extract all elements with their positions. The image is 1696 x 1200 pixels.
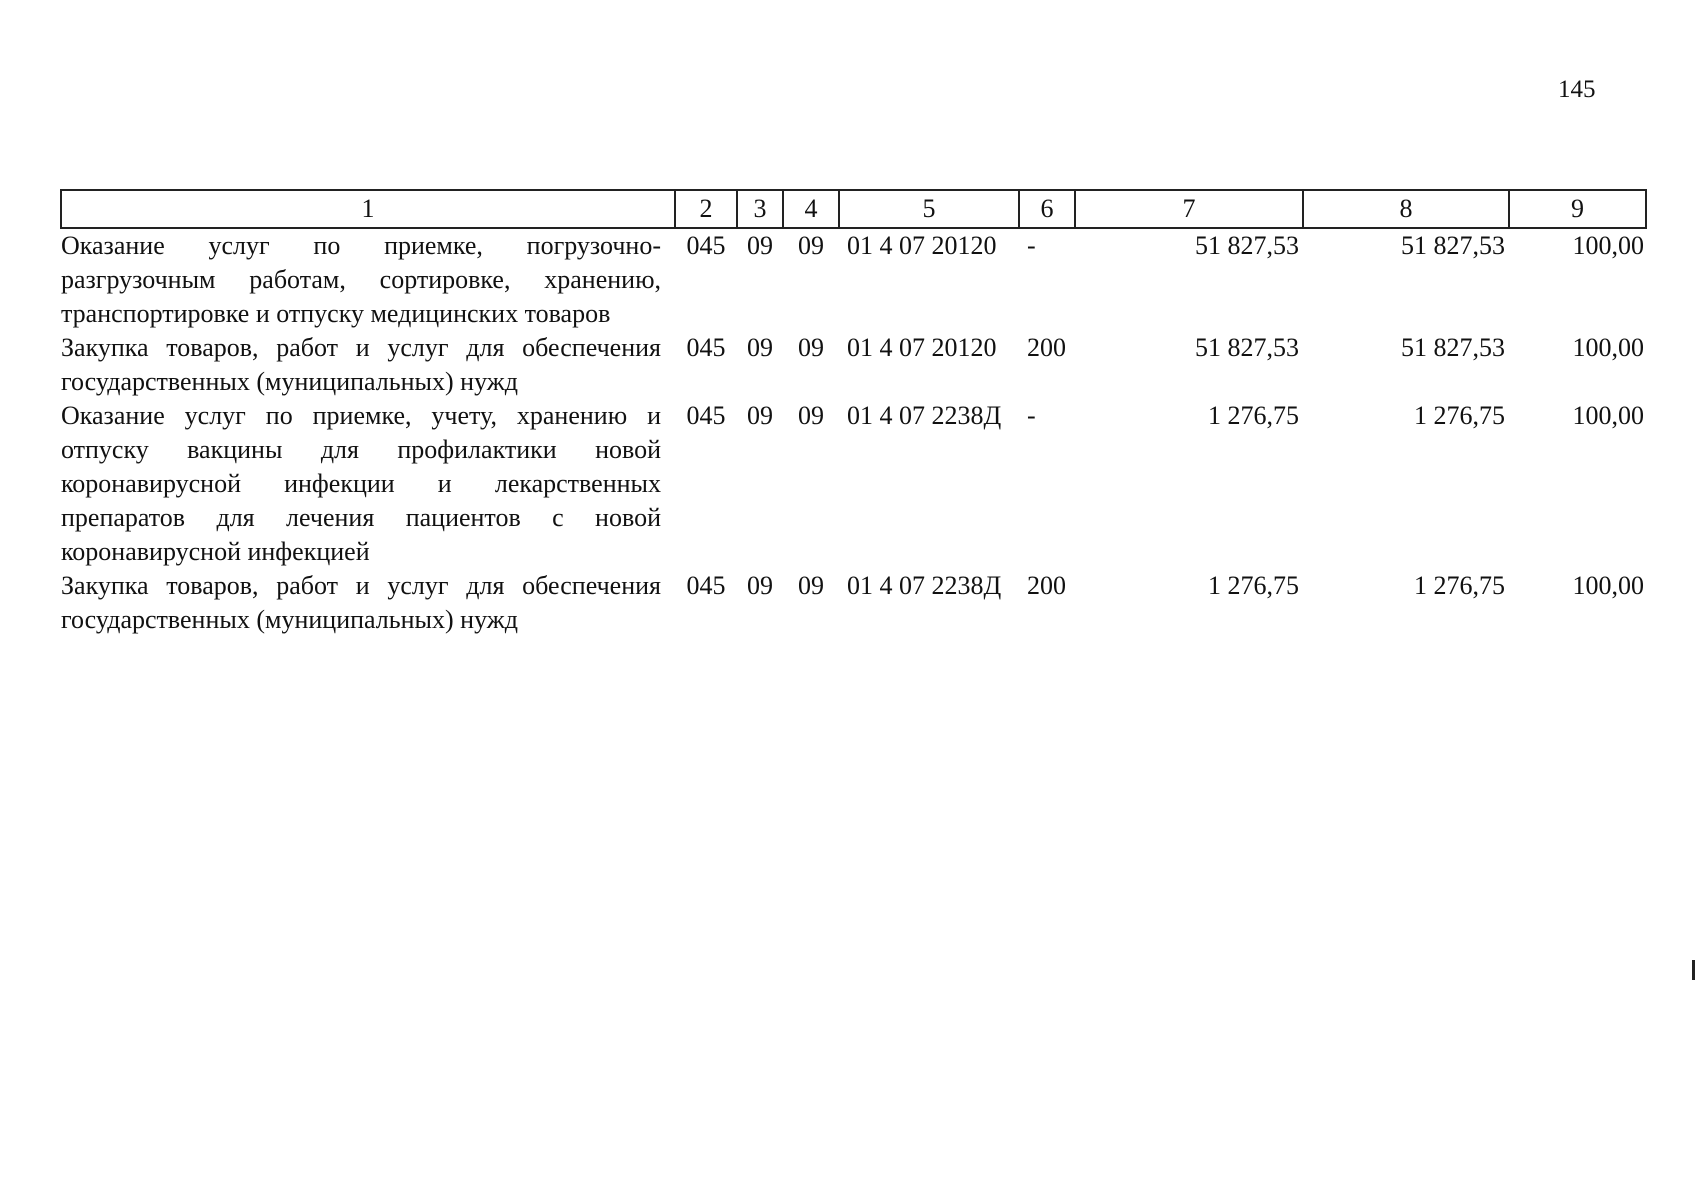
row-percent: 100,00 [1572, 333, 1644, 362]
row-name: Закупка товаров, работ и услуг для обеспечения государственных (муниципальных) нужд [61, 333, 661, 396]
row-expense-type: 200 [1027, 333, 1066, 362]
row-target-article: 01 4 07 2238Д [847, 401, 1002, 430]
row-ministry-code: 045 [686, 231, 726, 260]
row-ministry-code: 045 [686, 401, 726, 430]
row-expense-type: - [1027, 231, 1036, 260]
table-header-row [61, 190, 1646, 228]
header-col-6: 6 [1019, 190, 1075, 228]
row-name: Оказание услуг по приемке, погрузочно-разгрузочным работам, сортировке, хранению, транспортировке и отпуску медицинских товаров [61, 231, 661, 328]
header-col-7: 7 [1075, 190, 1303, 228]
row-subsection: 09 [798, 401, 824, 430]
table-row [61, 228, 1646, 331]
header-col-5: 5 [839, 190, 1019, 228]
budget-table [60, 189, 1647, 637]
row-expense-type: - [1027, 401, 1036, 430]
row-section: 09 [747, 401, 773, 430]
row-percent: 100,00 [1572, 401, 1644, 430]
row-amount-executed: 1 276,75 [1414, 571, 1505, 600]
row-amount-planned: 51 827,53 [1195, 333, 1299, 362]
row-amount-planned: 1 276,75 [1208, 571, 1299, 600]
row-target-article: 01 4 07 20120 [847, 333, 997, 362]
row-name: Закупка товаров, работ и услуг для обеспечения государственных (муниципальных) нужд [61, 571, 661, 634]
row-amount-planned: 51 827,53 [1195, 231, 1299, 260]
row-amount-executed: 1 276,75 [1414, 401, 1505, 430]
header-col-8: 8 [1303, 190, 1509, 228]
table-row [61, 331, 1646, 399]
row-section: 09 [747, 571, 773, 600]
row-amount-executed: 51 827,53 [1401, 333, 1505, 362]
table-row [61, 399, 1646, 569]
row-subsection: 09 [798, 333, 824, 362]
row-subsection: 09 [798, 231, 824, 260]
row-percent: 100,00 [1572, 231, 1644, 260]
page-number: 145 [1558, 76, 1596, 103]
scan-edge-mark [1692, 960, 1695, 980]
row-amount-executed: 51 827,53 [1401, 231, 1505, 260]
row-name: Оказание услуг по приемке, учету, хранению и отпуску вакцины для профилактики новой коронавирусной инфекции и лекарственных препаратов для лечения пациентов с новой коронавирусной инфекцией [61, 401, 661, 566]
row-ministry-code: 045 [686, 571, 726, 600]
row-percent: 100,00 [1572, 571, 1644, 600]
header-col-1: 1 [61, 190, 675, 228]
row-section: 09 [747, 231, 773, 260]
row-target-article: 01 4 07 2238Д [847, 571, 1002, 600]
row-subsection: 09 [798, 571, 824, 600]
header-col-2: 2 [675, 190, 737, 228]
row-expense-type: 200 [1027, 571, 1066, 600]
row-target-article: 01 4 07 20120 [847, 231, 997, 260]
header-col-9: 9 [1509, 190, 1646, 228]
table-row [61, 569, 1646, 637]
header-col-4: 4 [783, 190, 839, 228]
row-ministry-code: 045 [686, 333, 726, 362]
row-amount-planned: 1 276,75 [1208, 401, 1299, 430]
header-col-3: 3 [737, 190, 783, 228]
row-section: 09 [747, 333, 773, 362]
